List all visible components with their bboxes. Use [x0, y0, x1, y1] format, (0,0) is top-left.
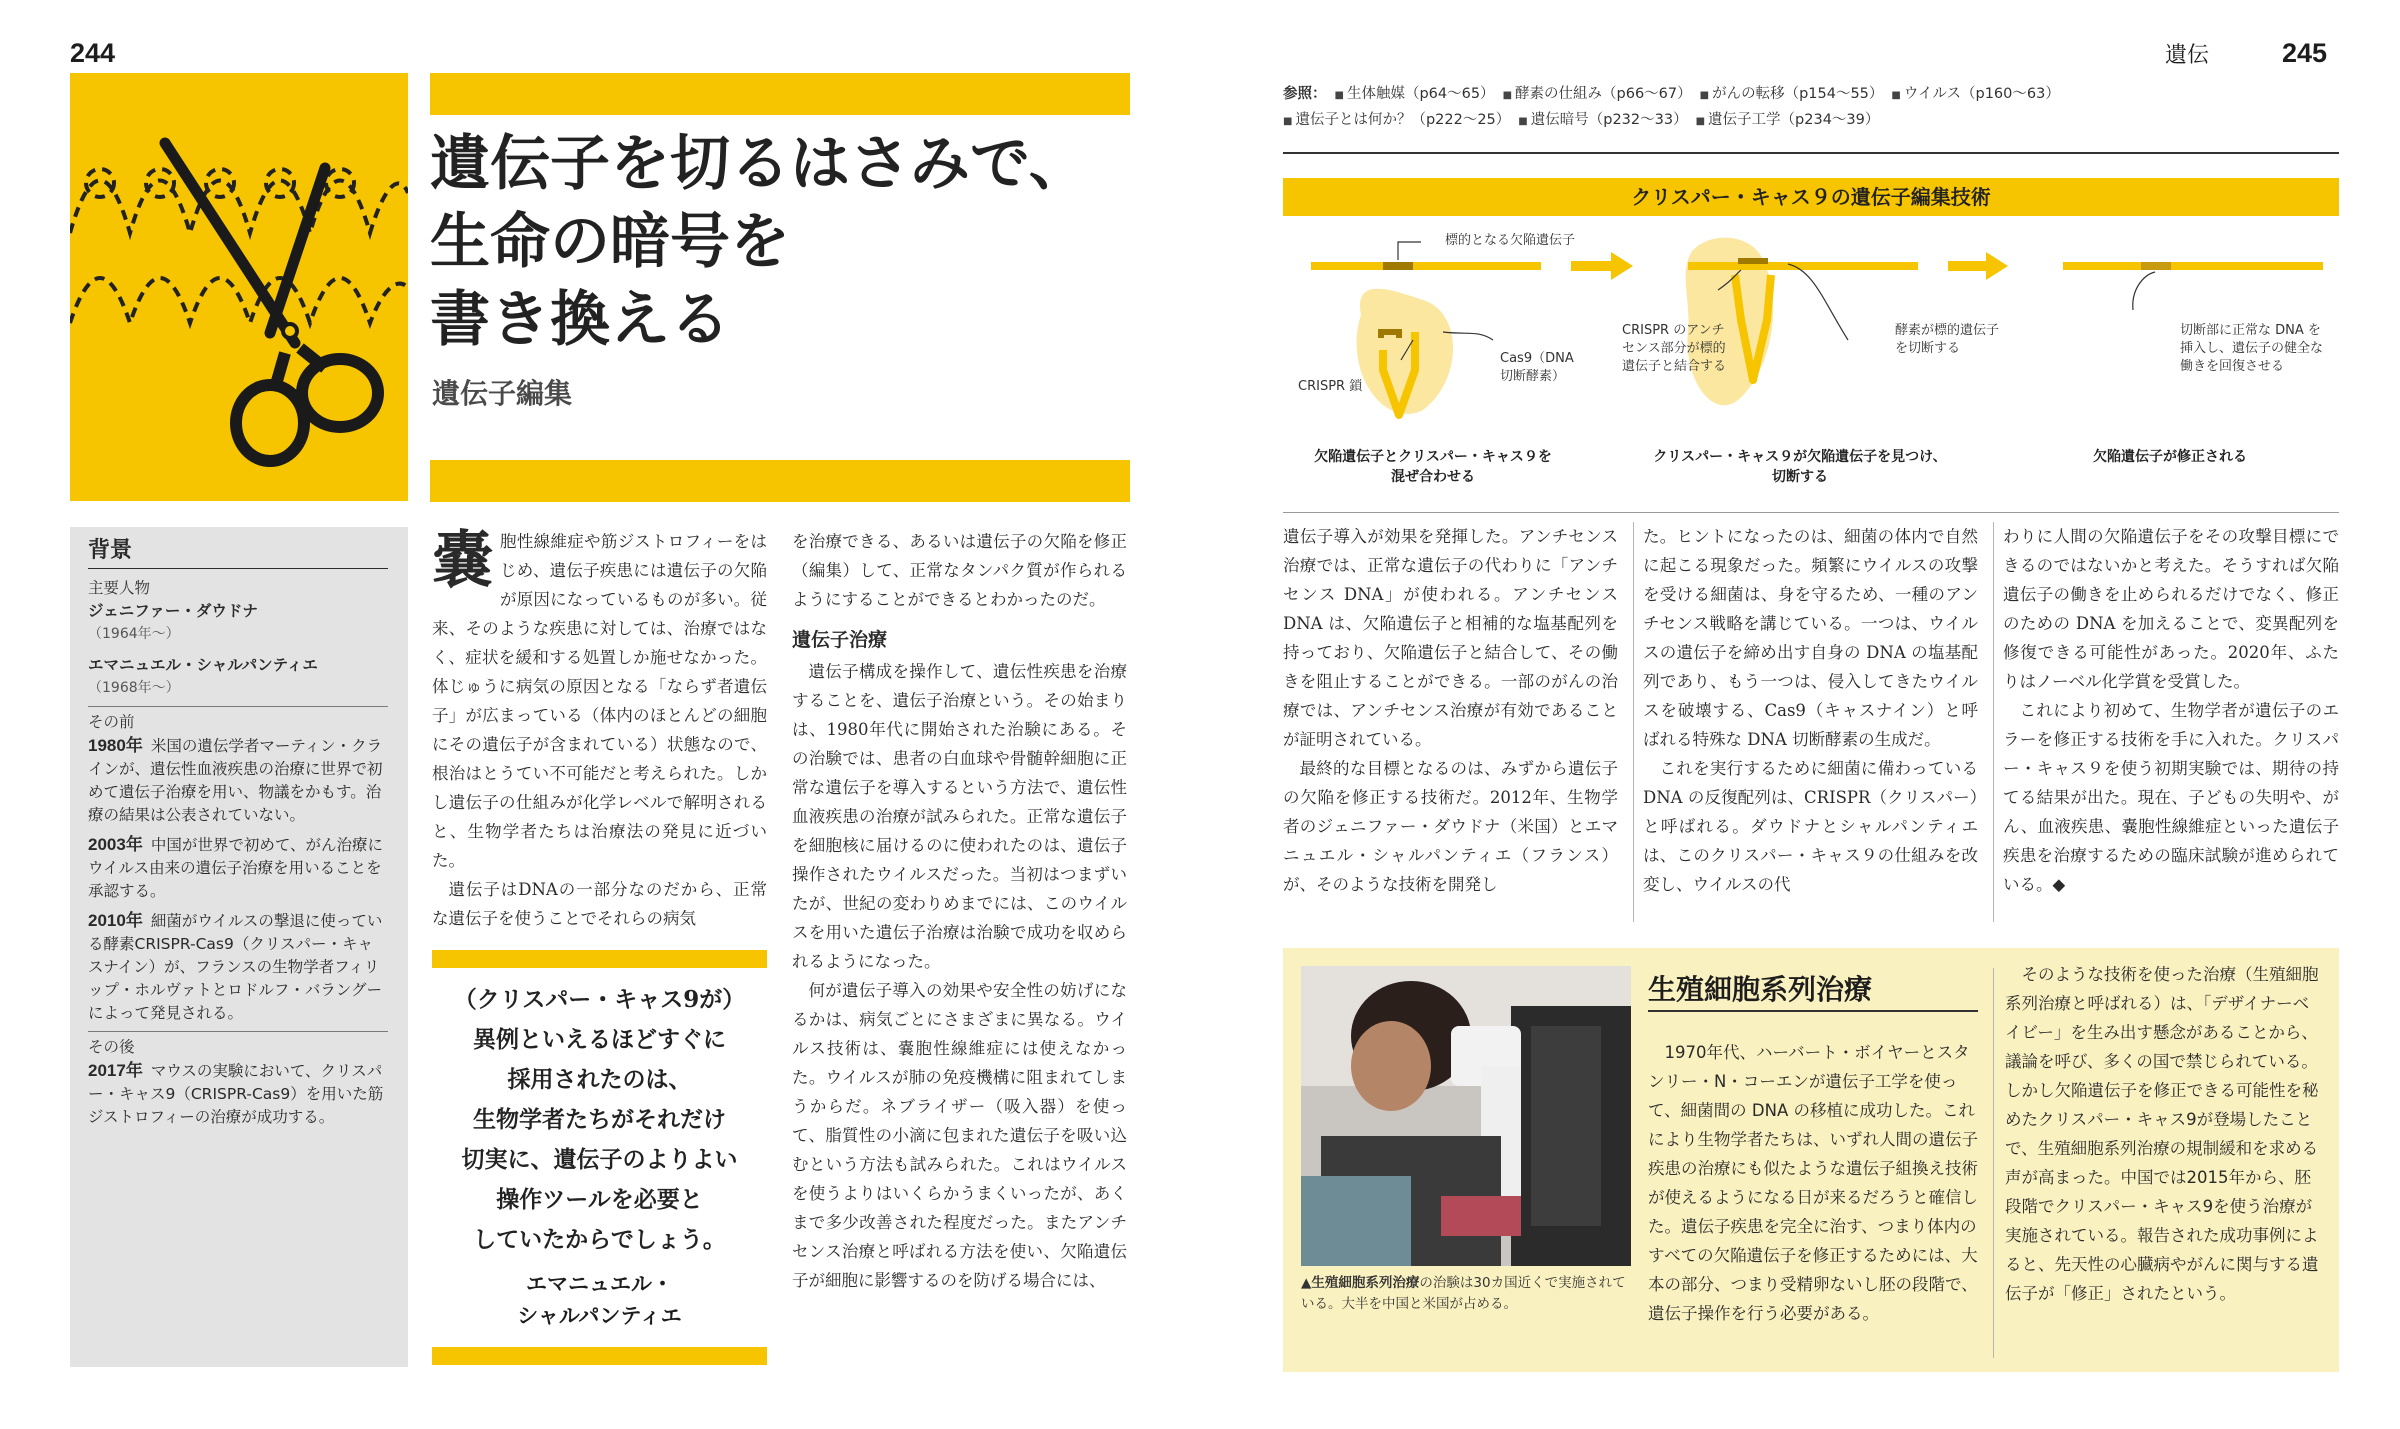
- body-column-4: [1643, 522, 1978, 899]
- before-label: その前: [88, 713, 135, 731]
- diagram-label: CRISPR 鎖: [1298, 379, 1363, 394]
- timeline-year: 1980年: [88, 736, 143, 755]
- people-label: 主要人物: [88, 579, 151, 597]
- step-arrow-head: [1986, 252, 2008, 280]
- timeline-entry: [88, 1059, 388, 1129]
- background-sidebar: [70, 527, 408, 1367]
- dna-strand: [2063, 262, 2323, 270]
- page-number-right: 245: [2282, 38, 2328, 68]
- paragraph: これを実行するために細菌に備わっている DNA の反復配列は、CRISPR（クリスパー）と呼ばれる。ダウドナとシャルパンティエは、このクリスパー・キャス９の仕組みを改変し、ウイルスの代: [1643, 759, 1978, 894]
- divider: [1283, 152, 2339, 154]
- page-subtitle: 遺伝子編集: [432, 377, 573, 410]
- timeline-entry: [88, 909, 388, 1025]
- feature-box: [1283, 948, 2339, 1372]
- step-arrow-head: [1611, 252, 1633, 280]
- timeline-entry: [88, 734, 388, 827]
- paragraph: これにより初めて、生物学者が遺伝子のエラーを修正する技術を手に入れた。クリスパー・キャス９を使う初期実験では、期待の持てる結果が出た。現在、子どもの失明や、がん、血液疾患、嚢胞性線維症といった遺伝子疾患を治療するための臨床試験が進められている。◆: [2003, 701, 2339, 894]
- diagram-label: Cas9（DNA 切断酵素）: [1500, 351, 1574, 384]
- page-title: 遺伝子を切るはさみで、 生命の暗号を 書き換える: [430, 129, 1089, 355]
- body-column-3: [1283, 522, 1618, 899]
- diagram-label: 酵素が標的遺伝子を切断する: [1895, 323, 2000, 356]
- paragraph: 遺伝子構成を操作して、遺伝性疾患を治療することを、遺伝子治療という。その始まりは、1980年代に開始された治験にある。その治験では、患者の白血球や骨髄幹細胞に正常な遺伝子を導入するという方法で、遺伝性血液疾患の治療が試みられた。正常な遺伝子を細胞核に届けるのに使われたのは、遺伝子操作されたウイルスだった。当初はつまずいたが、世紀の変わりめまでには、このウイルスを用いた遺伝子治療は治験で成功を収められるようになった。: [792, 662, 1127, 971]
- dna-strand: [1311, 262, 1541, 270]
- timeline-text: 米国の遺伝学者マーティン・クラインが、遺伝性血液疾患の治療に世界で初めて遺伝子治療を用い、物議をかもす。治療の結果は公表されていない。: [88, 737, 383, 824]
- timeline-entry: [88, 833, 388, 903]
- diagram-label: 切断部に正常な DNA を挿入し、遺伝子の健全な働きを回復させる: [2180, 323, 2324, 374]
- timeline-text: 細菌がウイルスの撃退に使っている酵素CRISPR-Cas9（クリスパー・キャスナイン）が、フランスの生物学者フィリップ・ホルヴァトとロドルフ・バラングーによって発見される。: [88, 912, 383, 1022]
- photo-caption: [1301, 1273, 1631, 1315]
- ref-link[interactable]: ■ がんの転移（p154〜55）: [1692, 86, 1884, 102]
- timeline-year: 2003年: [88, 835, 143, 854]
- paragraph: 何が遺伝子導入の効果や安全性の妨げになるかは、病気ごとにさまざまに異なる。ウイルス技術は、嚢胞性線維症には使えなかった。ウイルスが肺の免疫機構に阻まれてしまうからだ。ネブライザー（吸入器）を使って、脂質性の小滴に包まれた遺伝子を吸い込むという方法も試みられた。これはウイルスを使うよりはいくらかうまくいったが、あくまで多少改善された程度だった。またアンチセンス治療と呼ばれる方法を使い、欠陥遺伝子が細胞に影響するのを防げる場合には、: [792, 981, 1127, 1290]
- column-rule: [1993, 968, 1994, 1358]
- cross-references: [1283, 82, 2163, 134]
- ref-link[interactable]: ■ 生体触媒（p64〜65）: [1327, 86, 1495, 102]
- body-column-2: [792, 527, 1127, 1295]
- defect-gene: [1383, 262, 1413, 270]
- scissors-illustration: [70, 73, 408, 501]
- ref-link[interactable]: ■ 酵素の仕組み（p66〜67）: [1495, 86, 1692, 102]
- repaired-gene: [2141, 262, 2171, 270]
- quote-bar-bottom: [432, 1347, 767, 1365]
- section-heading: 遺伝子治療: [792, 629, 888, 651]
- timeline-text: マウスの実験において、クリスパー・キャス9（CRISPR-Cas9）を用いた筋ジストロフィーの治療が成功する。: [88, 1062, 384, 1126]
- title-bar-bottom: [430, 460, 1130, 502]
- lab-photo: [1301, 966, 1631, 1266]
- ref-link[interactable]: ■ 遺伝子工学（p234〜39）: [1688, 112, 1880, 128]
- person-name: ジェニファー・ダウドナ: [88, 602, 258, 620]
- dna-strand: [1688, 262, 1918, 270]
- diagram-caption: 欠陥遺伝子が修正される: [2093, 449, 2247, 465]
- section-name: 遺伝: [2165, 43, 2210, 68]
- ref-link[interactable]: ■ 遺伝子とは何か？（p222〜25）: [1275, 112, 1510, 128]
- paragraph: 胞性線維症や筋ジストロフィーをはじめ、遺伝子疾患には遺伝子の欠陥が原因になっているものが多い。従来、そのような疾患に対しては、治療ではなく、症状を緩和する処置しか施せなかった。体じゅうに病気の原因となる「ならず者遺伝子」が広まっている（体内のほとんどの細胞にその遺伝子が含まれている）状態なので、根治はとうてい不可能だと考えられた。しかし遺伝子の仕組みが化学レベルで解明されると、生物学者たちは治療法の発見に近づいた。: [432, 532, 767, 870]
- photo-caption-bold: ▲生殖細胞系列治療: [1301, 1275, 1420, 1291]
- defect-gene: [1738, 258, 1768, 264]
- paragraph: わりに人間の欠陥遺伝子をその攻撃目標にできるのではないかと考えた。そうすれば欠陥遺伝子の働きを止められるだけでなく、修正のための DNA を加えることで、変異配列を修復できる可能性があった。2020年、ふたりはノーベル化学賞を受賞した。: [2003, 527, 2339, 691]
- diagram-title: クリスパー・キャス９の遺伝子編集技術: [1283, 178, 2339, 216]
- box-column-1: 1970年代、ハーバート・ボイヤーとスタンリー・N・コーエンが遺伝子工学を使って、細菌間の DNA の移植に成功した。これにより生物学者たちは、いずれ人間の遺伝子疾患の治療にも似たような遺伝子組換え技術が使えるようになる日が来るだろうと確信した。遺伝子疾患を完全に治す、つまり体内のすべての欠陥遺伝子を修正するためには、大本の部分、つまり受精卵ないし胚の段階で、遺伝子操作を行う必要がある。: [1648, 1043, 1978, 1323]
- column-rule: [1993, 522, 1994, 922]
- timeline-year: 2017年: [88, 1061, 143, 1080]
- box-title-rule: [1648, 1010, 1978, 1012]
- timeline-year: 2010年: [88, 911, 143, 930]
- diagram-caption: クリスパー・キャス９が欠陥遺伝子を見つけ、 切断する: [1653, 449, 1947, 485]
- refs-label: 参照：: [1283, 86, 1327, 102]
- person-years: （1964年〜）: [88, 626, 180, 642]
- timeline-text: 中国が世界で初めて、がん治療にウイルス由来の遺伝子治療を用いることを承認する。: [88, 836, 384, 900]
- paragraph: を治療できる、あるいは遺伝子の欠陥を修正（編集）して、正常なタンパク質が作られるようにすることができるとわかったのだ。: [792, 532, 1127, 609]
- photo-caption-text: の治験は30カ国近くで実施されている。大半を中国と米国が占める。: [1301, 1275, 1626, 1312]
- paragraph: 最終的な目標となるのは、みずから遺伝子の欠陥を修正する技術だ。2012年、生物学者のジェニファー・ダウドナ（米国）とエマニュエル・シャルパンティエ（フランス）が、そのような技術を開発し: [1283, 759, 1618, 894]
- diagram-caption: 欠陥遺伝子とクリスパー・キャス９を 混ぜ合わせる: [1314, 449, 1552, 485]
- body-column-5: [2003, 522, 2339, 899]
- person-years: （1968年〜）: [88, 680, 180, 696]
- title-bar-top: [430, 73, 1130, 115]
- scissors-paper-dolls-icon: [70, 73, 408, 501]
- paragraph: 遺伝子はDNAの一部分なのだから、正常な遺伝子を使うことでそれらの病気: [432, 880, 767, 928]
- box-title: 生殖細胞系列治療: [1648, 973, 1873, 1006]
- column-rule: [1633, 522, 1634, 922]
- diagram-label: 標的となる欠陥遺伝子: [1445, 233, 1576, 248]
- sidebar-heading: 背景: [88, 539, 388, 569]
- drop-cap: 嚢: [432, 523, 495, 596]
- person-name: エマニュエル・シャルパンティエ: [88, 656, 318, 674]
- ref-link[interactable]: ■ 遺伝暗号（p232〜33）: [1510, 112, 1687, 128]
- after-label: その後: [88, 1038, 135, 1056]
- paragraph: た。ヒントになったのは、細菌の体内で自然に起こる現象だった。頻繁にウイルスの攻撃を受ける細菌は、身を守るため、一種のアンチセンス戦略を講じている。一つは、ウイルスの遺伝子を締め出す自身の DNA の塩基配列であり、もう一つは、侵入してきたウイルスを破壊する、Cas9（キャスナイン）と呼ばれる特殊な DNA 切断酵素の生成だ。: [1643, 527, 1978, 749]
- pull-quote: （クリスパー・キャス9が） 異例といえるほどすぐに 採用されたのは、 生物学者たちがそれだけ 切実に、遺伝子のよりよい 操作ツールを必要と していたからでしょう。: [453, 986, 746, 1253]
- quote-bar-top: [432, 950, 767, 968]
- ref-link[interactable]: ■ ウイルス（p160〜63）: [1883, 86, 2059, 102]
- quote-attribution: エマニュエル・ シャルパンティエ: [517, 1272, 682, 1328]
- divider: [1283, 512, 2339, 513]
- paragraph: 遺伝子導入が効果を発揮した。アンチセンス治療では、正常な遺伝子の代わりに「アンチセンス DNA」が使われる。アンチセンス DNA は、欠陥遺伝子と相補的な塩基配列を持っており、欠陥遺伝子と結合して、その働きを阻止することができる。一部のがんの治療では、アンチセンス治療が有効であることが証明されている。: [1283, 527, 1618, 749]
- box-column-2: そのような技術を使った治療（生殖細胞系列治療と呼ばれる）は、「デザイナーベイビー」を生み出す懸念があることから、議論を呼び、多くの国で禁じられている。しかし欠陥遺伝子を修正できる可能性を秘めたクリスパー・キャス9が登場したことで、生殖細胞系列治療の規制緩和を求める声が高まった。中国では2015年から、胚段階でクリスパー・キャス9を使う治療が実施されている。報告された成功事例によると、先天性の心臓病やがんに関与する遺伝子が「修正」されたという。: [2005, 965, 2319, 1303]
- diagram-label: CRISPR のアンチセンス部分が標的遺伝子と結合する: [1622, 323, 1727, 374]
- page-number-left: 244: [70, 38, 116, 68]
- body-column-1: [432, 523, 767, 933]
